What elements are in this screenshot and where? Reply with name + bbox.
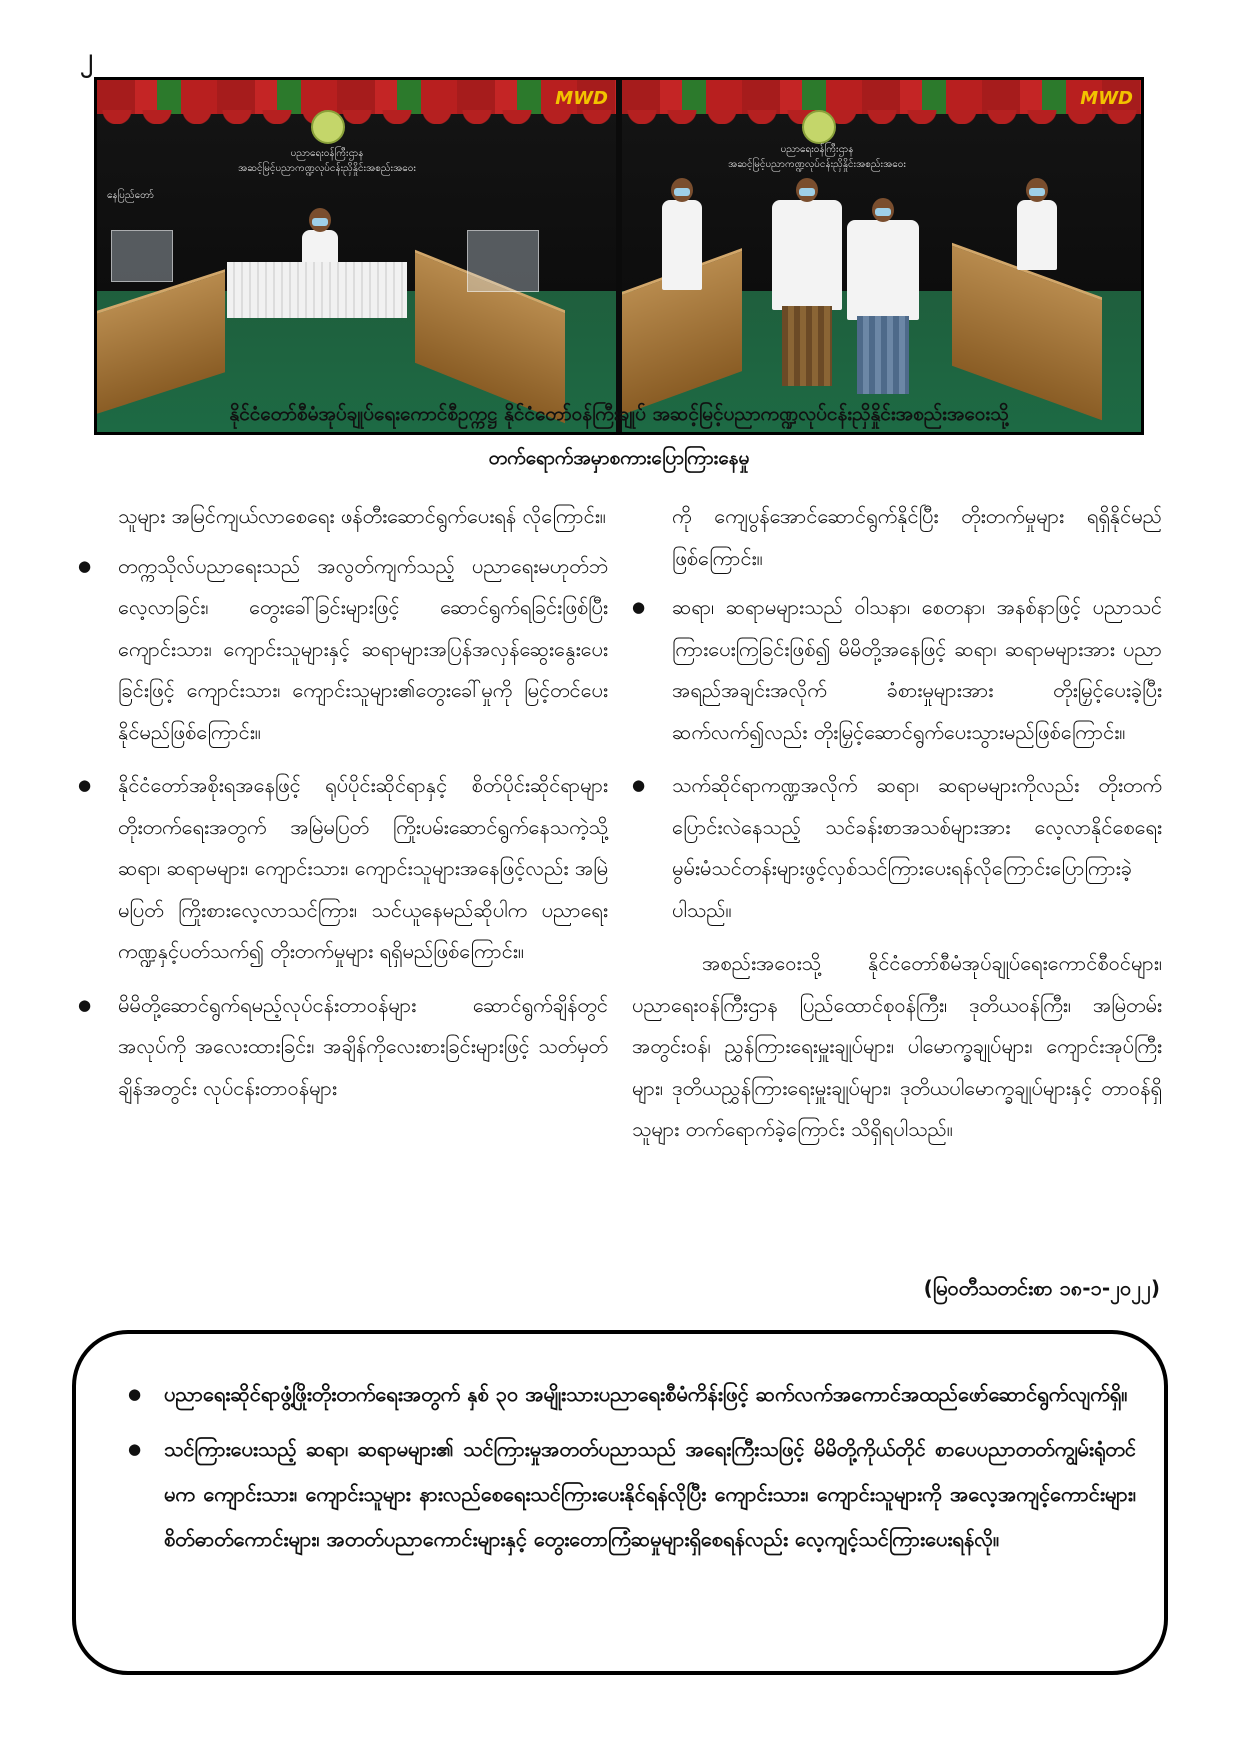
head-table <box>227 262 407 318</box>
glass-partition <box>467 230 539 292</box>
attendee-figure <box>662 200 702 290</box>
bullet-item: ● တက္ကသိုလ်ပညာရေးသည် အလွတ်ကျက်သည့် ပညာရေးမဟုတ်ဘဲ လေ့လာခြင်း၊ တွေးခေါ်ခြင်းများဖြင့် ဆောင်ရွက်ရခြင်းဖြစ်ပြီး ကျောင်းသား၊ ကျောင်းသူများနှင့် ဆရာများအပြန်အလှန်ဆွေးနွေးပေးခြင်းဖြင့် ကျောင်းသား၊ ကျောင်းသူများ၏တွေးခေါ်မှုကို မြင့်တင်ပေးနိုင်မည်ဖြစ်ကြောင်း။ <box>78 546 608 754</box>
photo-caption: နိုင်ငံတော်စီမံအုပ်ချုပ်ရေးကောင်စီဥက္ကဋ္ဌ နိုင်ငံတော်ဝန်ကြီးချုပ် အဆင့်မြင့်ပညာကဏ္ဍလုပ်ငန်းညှိနှိုင်းအစည်းအဝေးသို့ တက်ရောက်အမှာစကားပြောကြားနေမှု <box>229 403 1009 469</box>
bullet-item: ● သက်ဆိုင်ရာကဏ္ဍအလိုက် ဆရာ၊ ဆရာမများကိုလည်း တိုးတက်ပြောင်းလဲနေသည့် သင်ခန်းစာအသစ်များအား လေ့လာနိုင်စေရေး မွမ်းမံသင်တန်းများဖွင့်လှစ်သင်ကြားပေးရန်လိုကြောင်းပြောကြားခဲ့ပါသည်။ <box>632 765 1162 931</box>
meeting-photo-1 <box>97 80 616 432</box>
meeting-photo-2 <box>622 80 1141 432</box>
photo-frame <box>94 77 1144 435</box>
right-intro: ကို ကျေပွန်အောင်ဆောင်ရွက်နိုင်ပြီး တိုးတက်မှုများ ရရှိနိုင်မည်ဖြစ်ကြောင်း။ <box>672 504 1162 570</box>
closing-paragraph: အစည်းအဝေးသို့ နိုင်ငံတော်စီမံအုပ်ချုပ်ရေးကောင်စီဝင်များ၊ ပညာရေးဝန်ကြီးဌာန ပြည်ထောင်စုဝန်ကြီး၊ ဒုတိယဝန်ကြီး၊ အမြဲတမ်းအတွင်းဝန်၊ ညွှန်ကြားရေးမှူးချုပ်များ၊ ပါမောက္ခချုပ်များ၊ ကျောင်းအုပ်ကြီးများ၊ ဒုတိယညွှန်ကြားရေးမှူးချုပ်များ၊ ဒုတိယပါမောက္ခချုပ်များနှင့် တာဝန်ရှိသူများ တက်ရောက်ခဲ့ကြောင်း သိရှိရပါသည်။ <box>632 951 1162 1141</box>
longyi <box>857 316 909 394</box>
bullet-item: ● မိမိတို့ဆောင်ရွက်ရမည့်လုပ်ငန်းတာဝန်များ ဆောင်ရွက်ချိန်တွင် အလုပ်ကို အလေးထားခြင်း၊ အချိန်ကိုလေးစားခြင်းများဖြင့် သတ်မှတ်ချိန်အတွင်း လုပ်ငန်းတာဝန်များ <box>78 985 608 1110</box>
curtain-decoration <box>97 80 616 114</box>
attendee-figure <box>1017 200 1057 270</box>
summary-box <box>72 1330 1168 1675</box>
bullet-item: ● ဆရာ၊ ဆရာမများသည် ဝါသနာ၊ စေတနာ၊ အနစ်နာဖြင့် ပညာသင်ကြားပေးကြခြင်းဖြစ်၍ မိမိတို့အနေဖြင့် ဆရာ၊ ဆရာမများအား ပညာအရည်အချင်းအလိုက် ခံစားမှုများအား တိုးမြှင့်ပေးခဲ့ပြီး ဆက်လက်၍လည်း တိုးမြှင့်ဆောင်ရွက်ပေးသွားမည်ဖြစ်ကြောင်း။ <box>632 587 1162 753</box>
longyi <box>782 306 832 386</box>
left-column <box>78 496 608 1121</box>
meeting-banner: ပညာရေးဝန်ကြီးဌာန အဆင့်မြင့်ပညာကဏ္ဍလုပ်ငန်းညှိနှိုင်းအစည်းအဝေး <box>728 144 906 170</box>
right-column <box>632 496 1162 1159</box>
summary-list <box>128 1372 1136 1572</box>
official-figure <box>847 220 919 320</box>
summary-bullet: ● သင်ကြားပေးသည့် ဆရာ၊ ဆရာမများ၏ သင်ကြားမှုအတတ်ပညာသည် အရေးကြီးသဖြင့် မိမိတို့ကိုယ်တိုင် စာပေပညာတတ်ကျွမ်းရုံတင်မက ကျောင်းသား၊ ကျောင်းသူများ နားလည်စေရေးသင်ကြားပေးနိုင်ရန်လိုပြီး ကျောင်းသား၊ ကျောင်းသူများကို အလေ့အကျင့်ကောင်းများ၊ စိတ်ဓာတ်ကောင်းများ၊ အတတ်ပညာကောင်းများနှင့် တွေးတောကြံဆမှုများရှိစေရန်လည်း လေ့ကျင့်သင်ကြားပေးရန်လို။ <box>128 1427 1136 1562</box>
speaker-figure <box>302 230 338 264</box>
news-source: (မြဝတီသတင်းစာ ၁၈-၁-၂၀၂၂) <box>923 1276 1160 1300</box>
emblem-icon <box>802 110 836 144</box>
summary-bullet: ● ပညာရေးဆိုင်ရာဖွံ့ဖြိုးတိုးတက်ရေးအတွက် နှစ် ၃၀ အမျိုးသားပညာရေးစီမံကိန်းဖြင့် ဆက်လက်အကောင်အထည်ဖော်ဆောင်ရွက်လျက်ရှိ။ <box>128 1372 1136 1417</box>
meeting-banner: ပညာရေးဝန်ကြီးဌာန အဆင့်မြင့်ပညာကဏ္ဍလုပ်ငန်းညှိနှိုင်းအစည်းအဝေး <box>238 148 416 174</box>
bullet-item: ● နိုင်ငံတော်အစိုးရအနေဖြင့် ရုပ်ပိုင်းဆိုင်ရာနှင့် စိတ်ပိုင်းဆိုင်ရာများ တိုးတက်ရေးအတွက် အမြဲမပြတ် ကြိုးပမ်းဆောင်ရွက်နေသကဲ့သို့ ဆရာ၊ ဆရာမများ၊ ကျောင်းသား၊ ကျောင်းသူများအနေဖြင့်လည်း အမြဲမပြတ် ကြိုးစားလေ့လာသင်ကြား၊ သင်ယူနေမည်ဆိုပါက ပညာရေးကဏ္ဍနှင့်ပတ်သက်၍ တိုးတက်မှုများ ရရှိမည်ဖြစ်ကြောင်း။ <box>78 765 608 973</box>
banner-location: နေပြည်တော် <box>107 190 154 201</box>
tv-logo: MWD <box>555 88 608 109</box>
emblem-icon <box>311 110 345 144</box>
left-intro: သူများ အမြင်ကျယ်လာစေရေး ဖန်တီးဆောင်ရွက်ပေးရန် လိုကြောင်း။ <box>118 504 606 528</box>
tv-logo: MWD <box>1080 88 1133 109</box>
official-figure <box>772 200 842 310</box>
curtain-decoration <box>622 80 1141 114</box>
glass-partition <box>111 230 173 282</box>
page-number: ၂ <box>80 43 93 73</box>
